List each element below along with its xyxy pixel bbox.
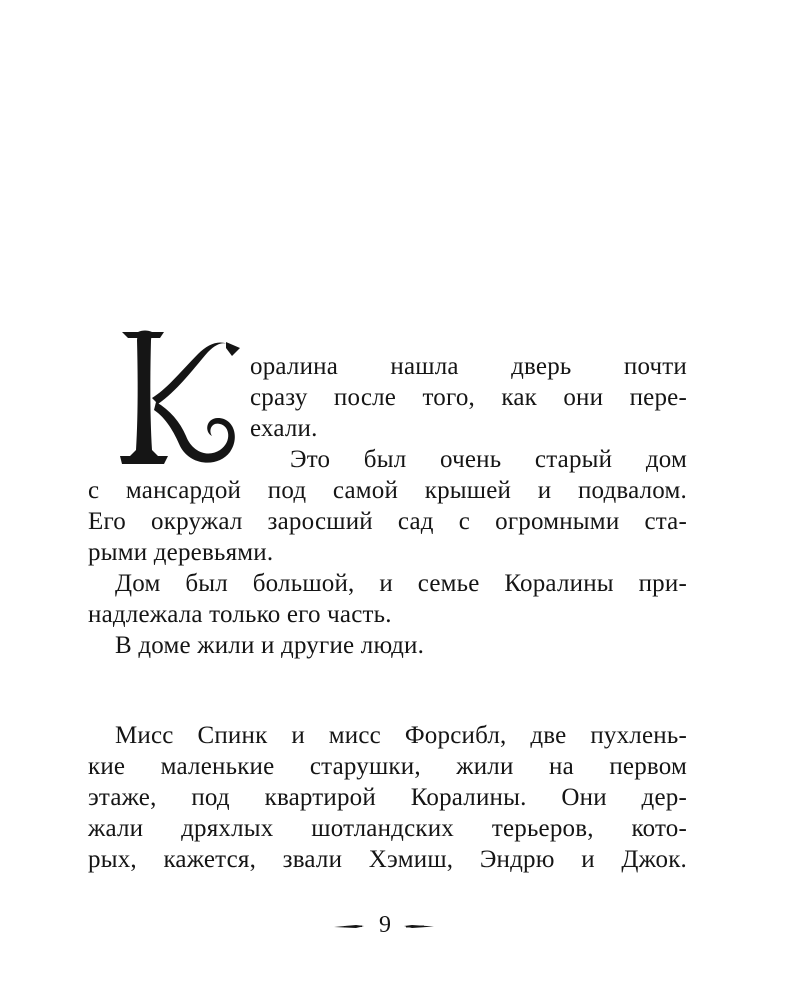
text-line: оралина нашла дверь почти	[250, 353, 687, 380]
text-line: рых, кажется, звали Хэмиш, Эндрю и Джок.	[88, 846, 687, 873]
drop-cap-k-icon	[108, 318, 244, 470]
text-line: рыми деревьями.	[88, 539, 274, 566]
text-line: ехали.	[250, 415, 318, 442]
page-folio	[0, 910, 800, 940]
page-number: 9	[379, 912, 391, 938]
text-line: этаже, под квартирой Коралины. Они дер-	[88, 784, 687, 811]
text-line: с мансардой под самой крышей и подвалом.	[88, 477, 687, 504]
text-line: Дом был большой, и семье Коралины при-	[115, 570, 687, 597]
text-line: кие маленькие старушки, жили на первом	[88, 753, 687, 780]
text-line: Мисс Спинк и мисс Форсибл, две пухлень-	[115, 722, 687, 749]
text-line: сразу после того, как они пере-	[250, 384, 687, 411]
text-line: Его окружал заросший сад с огромными ста-	[88, 508, 687, 535]
text-line: жали дряхлых шотландских терьеров, кото-	[88, 815, 687, 842]
text-line: В доме жили и другие люди.	[115, 632, 425, 659]
folio-dash-icon	[0, 910, 800, 940]
text-line: Это был очень старый дом	[290, 446, 687, 473]
text-line: надлежала только его часть.	[88, 601, 392, 628]
